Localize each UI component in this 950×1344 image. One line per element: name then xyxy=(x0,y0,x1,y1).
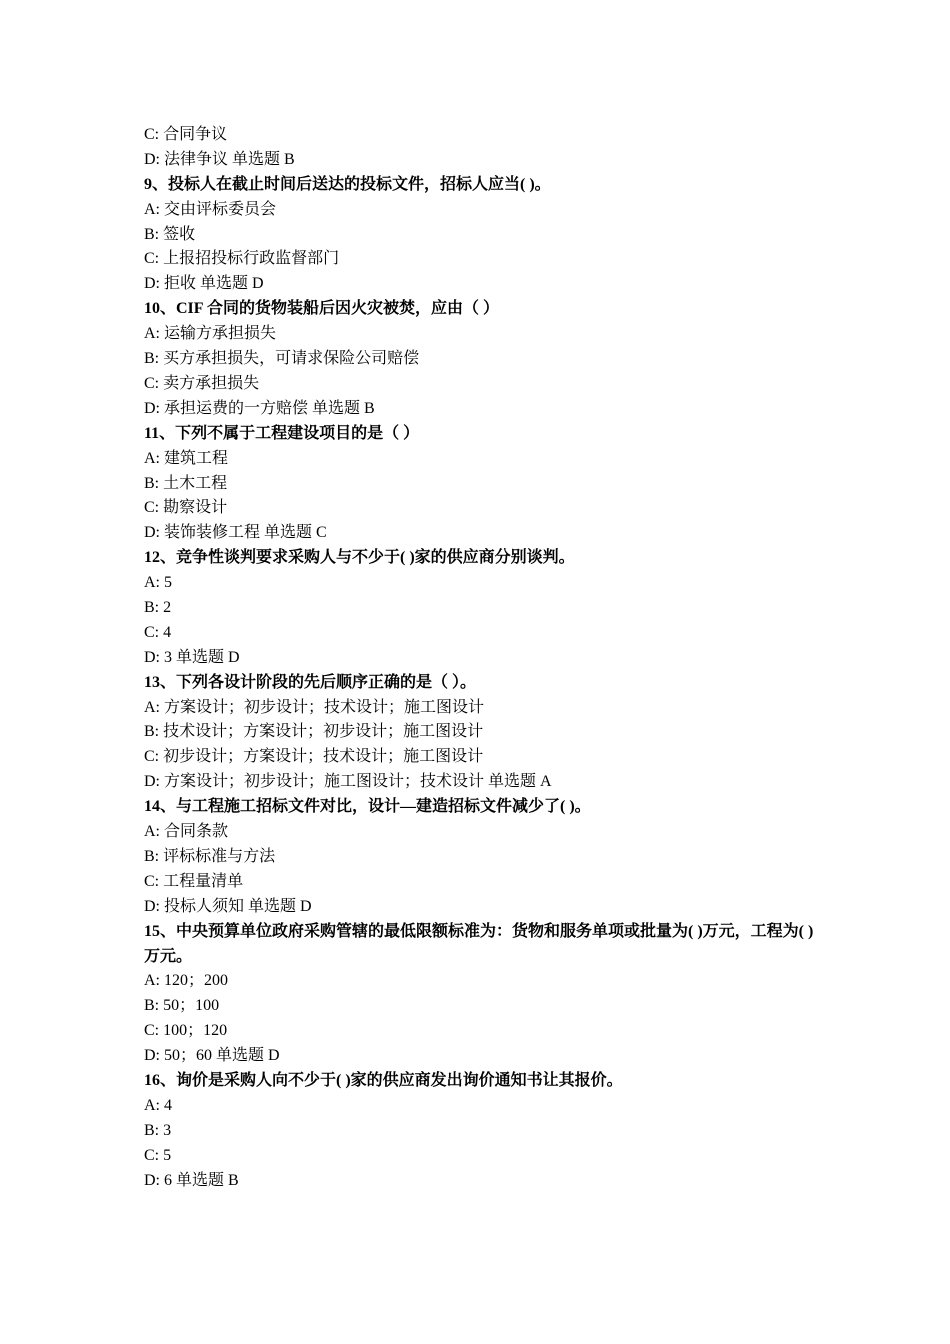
answer-option: D: 拒收 单选题 D xyxy=(144,275,264,293)
answer-option: A: 4 xyxy=(144,1096,172,1114)
answer-option: A: 合同条款 xyxy=(144,823,229,841)
answer-option: C: 上报招投标行政监督部门 xyxy=(144,250,340,268)
answer-option: D: 3 单选题 D xyxy=(144,648,240,666)
answer-option: C: 初步设计；方案设计；技术设计；施工图设计 xyxy=(144,748,484,766)
answer-option: A: 120；200 xyxy=(144,972,229,990)
answer-option: C: 工程量清单 xyxy=(144,872,244,890)
answer-option: C: 5 xyxy=(144,1146,172,1164)
answer-option: A: 运输方承担损失 xyxy=(144,325,277,343)
document-body xyxy=(144,123,814,1193)
answer-option: A: 建筑工程 xyxy=(144,449,229,467)
question-stem: 9、投标人在截止时间后送达的投标文件，招标人应当( )。 xyxy=(144,175,551,193)
answer-option: B: 买方承担损失，可请求保险公司赔偿 xyxy=(144,350,420,368)
answer-option: D: 50；60 单选题 D xyxy=(144,1047,280,1065)
answer-option: D: 法律争议 单选题 B xyxy=(144,150,295,168)
answer-option: D: 承担运费的一方赔偿 单选题 B xyxy=(144,399,375,417)
answer-option: C: 合同争议 xyxy=(144,126,228,143)
answer-option: B: 技术设计；方案设计；初步设计；施工图设计 xyxy=(144,723,484,741)
answer-option: B: 2 xyxy=(144,598,172,616)
answer-option: D: 方案设计；初步设计；施工图设计；技术设计 单选题 A xyxy=(144,773,552,791)
answer-option: D: 6 单选题 B xyxy=(144,1171,239,1189)
answer-option: C: 100；120 xyxy=(144,1022,228,1040)
question-stem: 12、竞争性谈判要求采购人与不少于( )家的供应商分别谈判。 xyxy=(144,549,575,567)
question-stem: 16、询价是采购人向不少于( )家的供应商发出询价通知书让其报价。 xyxy=(144,1071,623,1089)
question-stem: 11、下列不属于工程建设项目的是（ ） xyxy=(144,424,420,442)
answer-option: A: 5 xyxy=(144,574,172,592)
answer-option: B: 评标标准与方法 xyxy=(144,847,276,865)
answer-option: B: 土木工程 xyxy=(144,474,228,492)
answer-option: B: 50；100 xyxy=(144,997,220,1015)
answer-option: D: 装饰装修工程 单选题 C xyxy=(144,524,327,542)
answer-option: C: 4 xyxy=(144,623,172,641)
question-stem: 14、与工程施工招标文件对比，设计—建造招标文件减少了( )。 xyxy=(144,798,591,816)
question-stem: 10、CIF 合同的货物装船后因火灾被焚，应由（ ） xyxy=(144,300,499,318)
answer-option: A: 交由评标委员会 xyxy=(144,200,277,218)
answer-option: A: 方案设计；初步设计；技术设计；施工图设计 xyxy=(144,698,485,716)
question-stem: 13、下列各设计阶段的先后顺序正确的是（ ）。 xyxy=(144,673,477,691)
answer-option: B: 3 xyxy=(144,1121,172,1139)
answer-option: B: 签收 xyxy=(144,225,196,243)
answer-option: C: 卖方承担损失 xyxy=(144,374,260,392)
question-stem: 15、中央预算单位政府采购管辖的最低限额标准为：货物和服务单项或批量为( )万元，工程为( )万元。 xyxy=(144,922,814,965)
answer-option: C: 勘察设计 xyxy=(144,499,228,517)
answer-option: D: 投标人须知 单选题 D xyxy=(144,897,312,915)
